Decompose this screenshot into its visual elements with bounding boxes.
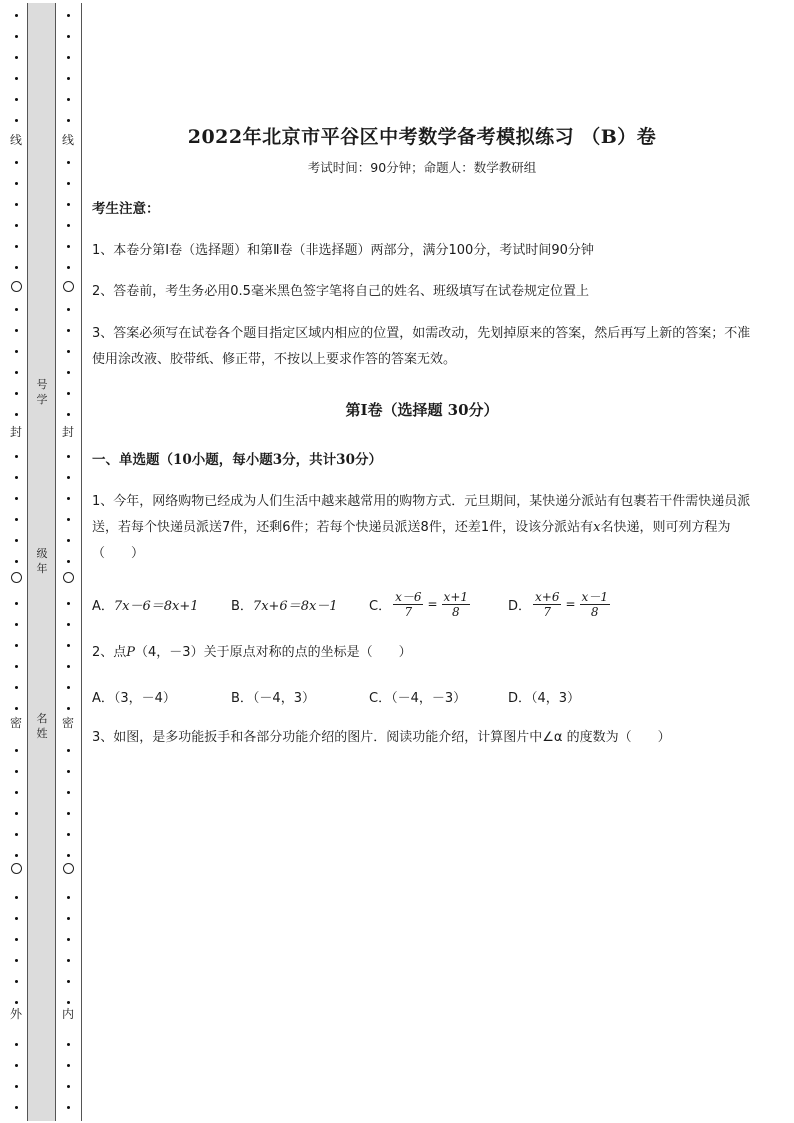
question-2-option-d[interactable]: D．（4，3） [508,690,581,706]
inner-dot [67,245,70,248]
inner-dot [67,1085,70,1088]
notice-item-1: 1、本卷分第Ⅰ卷（选择题）和第Ⅱ卷（非选择题）两部分，满分100分，考试时间90分钟 [92,243,594,258]
inner-dot [67,1106,70,1109]
inner-dot [67,896,70,899]
outer-dot [15,560,18,563]
inner-dot [67,119,70,122]
option-b-expression: 7x+6＝8x－1 [252,598,338,614]
outer-dot [15,224,18,227]
inner-dot [67,833,70,836]
outer-dot [15,959,18,962]
question-1-option-b[interactable] [231,589,338,619]
outer-dot [15,35,18,38]
question-1-option-a[interactable] [92,589,199,619]
notice-item-2: 2、答卷前，考生务必用0.5毫米黑色签字笔将自己的姓名、班级填写在试卷规定位置上 [92,284,589,299]
outer-binding-mark: 封 [10,425,23,439]
inner-dot [67,77,70,80]
inner-dot [67,329,70,332]
outer-dot [15,245,18,248]
outer-dot [15,917,18,920]
inner-dot [67,812,70,815]
inner-dot [67,1001,70,1004]
outer-dot [15,266,18,269]
inner-dot [67,707,70,710]
question-1-variable: x [593,520,601,535]
outer-dot [15,413,18,416]
inner-dot [67,623,70,626]
grade-label: 级年 [36,547,48,575]
outer-dot [15,812,18,815]
option-d-fraction-right: $\frac{x-1}{8}$ [581,589,608,619]
outer-dotted-column [6,0,26,1123]
inner-dot [67,518,70,521]
inner-binding-mark: 内 [62,1007,75,1021]
section-heading: 一、单选题（10小题，每小题3分，共计30分） [92,452,382,468]
inner-circle-mark [63,572,74,583]
outer-dot [15,938,18,941]
inner-dot [67,539,70,542]
outer-dot [15,749,18,752]
outer-dot [15,665,18,668]
question-1-options [92,589,752,619]
inner-dot [67,980,70,983]
outer-dot [15,623,18,626]
inner-binding-mark: 封 [62,425,75,439]
inner-circle-mark [63,863,74,874]
outer-dot [15,182,18,185]
outer-dot [15,56,18,59]
question-2-text: 2、点 [92,645,127,660]
option-a-expression: 7x－6＝8x+1 [113,598,199,614]
outer-circle-mark [11,281,22,292]
inner-binding-mark: 线 [62,133,75,147]
option-c-fraction-right: $\frac{x+1}{8}$ [443,589,469,619]
inner-dot [67,959,70,962]
student-info-column [27,3,56,1121]
question-2-option-b[interactable]: B．（－4，3） [231,690,315,706]
inner-dot [67,854,70,857]
inner-dot [67,182,70,185]
question-1-text: 1、今年，网络购物已经成为人们生活中越来越常用的购物方式．元旦期间，某快递分派站有包裹若干件需快递员派送，若每个快递员派送7件，还剩6件；若每个快递员派送8件，还差1件，设该分派站有 [92,494,751,535]
outer-circle-mark [11,572,22,583]
outer-dot [15,14,18,17]
inner-dot [67,224,70,227]
binding-margin [0,0,82,1123]
outer-dot [15,686,18,689]
inner-dot [67,161,70,164]
outer-dot [15,770,18,773]
outer-dot [15,707,18,710]
outer-dot [15,77,18,80]
inner-dot [67,644,70,647]
outer-dot [15,1043,18,1046]
question-1-text-end: 名快递，则可列方程为（ ） [92,520,731,561]
option-d-fraction-left: $\frac{x+6}{7}$ [535,589,560,619]
outer-binding-mark: 密 [10,716,23,730]
outer-dot [15,980,18,983]
question-2-option-c[interactable]: C．（－4，－3） [369,690,467,706]
question-3: 3、如图，是多功能扳手和各部分功能介绍的图片．阅读功能介绍，计算图片中∠α 的度数为（ ） [92,730,671,745]
question-2-option-a[interactable]: A．（3，－4） [92,690,176,706]
option-b-label: B． [231,598,253,614]
inner-dot [67,560,70,563]
outer-dot [15,539,18,542]
inner-circle-mark [63,281,74,292]
notice-item-3: 3、答案必须写在试卷各个题目指定区域内相应的位置，如需改动，先划掉原来的答案，然后再写上新的答案；不准使用涂改液、胶带纸、修正带，不按以上要求作答的答案无效。 [92,326,751,367]
inner-dot [67,392,70,395]
student-number-label: 号学 [36,378,48,406]
question-2-options [92,681,752,711]
outer-dot [15,1106,18,1109]
inner-dot [67,413,70,416]
inner-dot [67,770,70,773]
page-title: 2022年北京市平谷区中考数学备考模拟练习 （B）卷 [187,126,657,148]
option-c-equals: = [427,597,438,611]
outer-dot [15,476,18,479]
inner-dot [67,917,70,920]
inner-dot [67,476,70,479]
inner-dot [67,266,70,269]
option-d-equals: = [565,597,576,611]
name-label: 名姓 [36,712,48,740]
outer-dot [15,308,18,311]
question-2-text-end: （4，－3）关于原点对称的点的坐标是（ ） [135,645,412,660]
outer-binding-mark: 线 [10,133,23,147]
question-1-option-d[interactable] [508,589,612,619]
outer-dot [15,98,18,101]
inner-dot [67,14,70,17]
outer-dot [15,1001,18,1004]
inner-dot [67,350,70,353]
inner-dot [67,938,70,941]
outer-dot [15,1085,18,1088]
outer-dot [15,455,18,458]
outer-dot [15,644,18,647]
option-c-fraction-left: $\frac{x-6}{7}$ [395,589,422,619]
inner-binding-mark: 密 [62,716,75,730]
question-2 [92,640,752,666]
question-1-option-c[interactable] [369,589,472,619]
outer-circle-mark [11,863,22,874]
outer-dot [15,392,18,395]
inner-dot [67,497,70,500]
outer-dot [15,161,18,164]
notice-heading: 考生注意： [92,201,160,217]
outer-dot [15,1064,18,1067]
inner-dot [67,455,70,458]
option-d-label: D． [508,598,532,614]
inner-dot [67,371,70,374]
question-1 [92,489,752,567]
part-one-title: 第Ⅰ卷（选择题 30分） [345,401,499,419]
inner-dot [67,1043,70,1046]
inner-dotted-column [55,3,82,1121]
inner-dot [67,308,70,311]
outer-dot [15,896,18,899]
outer-binding-mark: 外 [10,1007,23,1021]
outer-dot [15,203,18,206]
inner-dot [67,98,70,101]
inner-dot [67,791,70,794]
outer-dot [15,119,18,122]
inner-dot [67,1064,70,1067]
outer-dot [15,791,18,794]
outer-dot [15,350,18,353]
outer-dot [15,329,18,332]
inner-dot [67,686,70,689]
outer-dot [15,518,18,521]
outer-dot [15,854,18,857]
inner-dot [67,749,70,752]
inner-dot [67,35,70,38]
option-c-label: C． [369,598,392,614]
outer-dot [15,371,18,374]
outer-dot [15,602,18,605]
outer-dot [15,497,18,500]
inner-dot [67,602,70,605]
inner-dot [67,56,70,59]
exam-subtitle: 考试时间：90分钟；命题人：数学教研组 [307,160,537,175]
inner-dot [67,203,70,206]
outer-dot [15,833,18,836]
inner-dot [67,665,70,668]
option-a-label: A． [92,598,114,614]
question-2-variable: P [126,645,136,660]
